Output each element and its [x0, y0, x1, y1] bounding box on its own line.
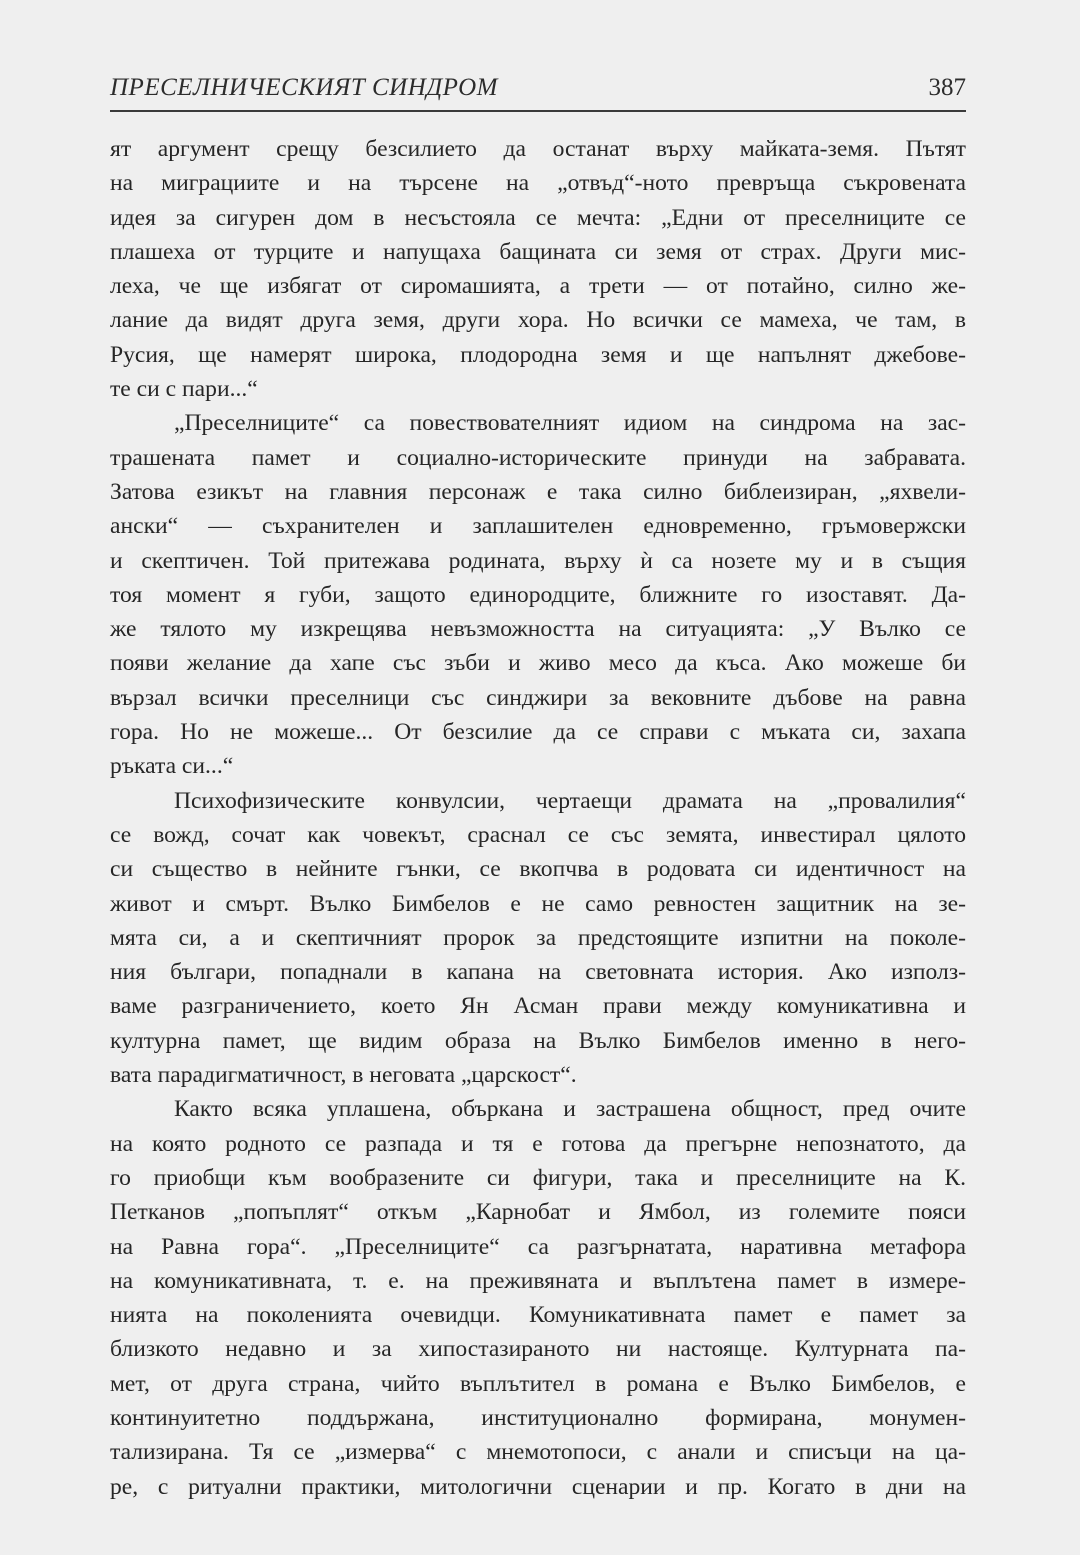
- paragraph: [110, 132, 966, 406]
- text-line: Както всяка уплашена, объркана и застрашена общност, пред очите: [174, 1096, 966, 1123]
- text-line: на която родното се разпада и тя е готова да прегърне непознатото, да: [110, 1130, 966, 1157]
- text-line: мята си, а и скептичният пророк за предстоящите изпитни на поколе-: [110, 924, 966, 951]
- text-line: леха, че ще избягат от сиромашията, а трети — от потайно, силно же-: [110, 273, 966, 300]
- text-line: мет, от друга страна, чийто въплътител в романа е Вълко Бимбелов, е: [110, 1370, 966, 1397]
- paragraph: [110, 784, 966, 1093]
- text-line: вързал всички преселници със синджири за вековните дъбове на равна: [110, 684, 966, 711]
- paragraph: [110, 406, 966, 783]
- text-line: же тялото му изкрещява невъзможността на ситуацията: „У Вълко се: [110, 616, 966, 643]
- text-line: гора. Но не можеше... От безсилие да се справи с мъката си, захапа: [110, 719, 966, 746]
- running-title: ПРЕСЕЛНИЧЕСКИЯТ СИНДРОМ: [110, 74, 499, 101]
- text-line: Затова езикът на главния персонаж е така силно библеизиран, „яхвели-: [110, 478, 966, 505]
- text-line: ваме разграничението, което Ян Асман прави между комуникативна и: [110, 993, 966, 1020]
- text-line: се вожд, сочат как човекът, сраснал се със земята, инвестирал цялото: [110, 821, 966, 848]
- page-number: 387: [928, 74, 966, 101]
- text-line: Петканов „попъплят“ откъм „Карнобат и Ямбол, из големите пояси: [110, 1199, 966, 1226]
- text-line: Психофизическите конвулсии, чертаещи драмата на „провалилия“: [174, 787, 966, 814]
- text-line: живот и смърт. Вълко Бимбелов е не само ревностен защитник на зе-: [110, 890, 966, 917]
- text-line: плашеха от турците и напущаха бащината си земя от страх. Други мис-: [110, 238, 966, 265]
- text-line: Русия, ще намерят широка, плодородна земя и ще напълнят джебове-: [110, 341, 966, 368]
- text-line: ански“ — съхранителен и заплашителен едновременно, гръмовержски: [110, 513, 966, 540]
- text-line: трашената памет и социално-историческите принуди на забравата.: [110, 444, 966, 471]
- text-line: на комуникативната, т. е. на преживяната и въплътена памет в измере-: [110, 1267, 966, 1294]
- text-line: „Преселниците“ са повествователният идиом на синдрома на зас-: [174, 410, 966, 437]
- text-line: идея за сигурен дом в несъстояла се мечта: „Едни от преселниците се: [110, 204, 966, 231]
- text-line: лание да видят друга земя, други хора. Но всички се мамеха, че там, в: [110, 307, 966, 334]
- running-header: [110, 74, 966, 108]
- header-rule: [110, 110, 966, 112]
- text-line: на миграциите и на търсене на „отвъд“-ното превръща съкровената: [110, 170, 966, 197]
- text-line: близкото недавно и за хипостазираното ни настояще. Културната па-: [110, 1336, 966, 1363]
- body-text: [110, 132, 966, 1504]
- text-line: го приобщи към вообразените си фигури, така и преселниците на К.: [110, 1164, 966, 1191]
- text-line: и скептичен. Той притежава родината, върху ѝ са нозете му и в същия: [110, 547, 966, 574]
- text-line: континуитетно поддържана, институционално формирана, монумен-: [110, 1404, 966, 1431]
- text-line: появи желание да хапе със зъби и живо месо да къса. Ако можеше би: [110, 650, 966, 677]
- text-line: ния българи, попаднали в капана на световната история. Ако използ-: [110, 959, 966, 986]
- text-line: на Равна гора“. „Преселниците“ са разгърнатата, наративна метафора: [110, 1233, 966, 1260]
- text-line: тоя момент я губи, защото единородците, ближните го изоставят. Да-: [110, 581, 966, 608]
- text-line: те си с пари...“: [110, 376, 258, 403]
- text-line: тализирана. Тя се „измерва“ с мнемотопоси, с анали и списъци на ца-: [110, 1439, 966, 1466]
- paragraph: [110, 1092, 966, 1504]
- text-line: ят аргумент срещу безсилието да останат върху майката-земя. Пътят: [110, 136, 966, 162]
- text-line: вата парадигматичност, в неговата „царскост“.: [110, 1062, 577, 1089]
- text-line: ре, с ритуални практики, митологични сценарии и пр. Когато в дни на: [110, 1473, 966, 1500]
- text-line: си същество в нейните гънки, се вкопчва в родовата си идентичност на: [110, 856, 966, 883]
- text-line: културна памет, ще видим образа на Вълко Бимбелов именно в него-: [110, 1027, 966, 1054]
- text-line: ръката си...“: [110, 753, 234, 780]
- text-line: нията на поколенията очевидци. Комуникативната памет е памет за: [110, 1302, 966, 1329]
